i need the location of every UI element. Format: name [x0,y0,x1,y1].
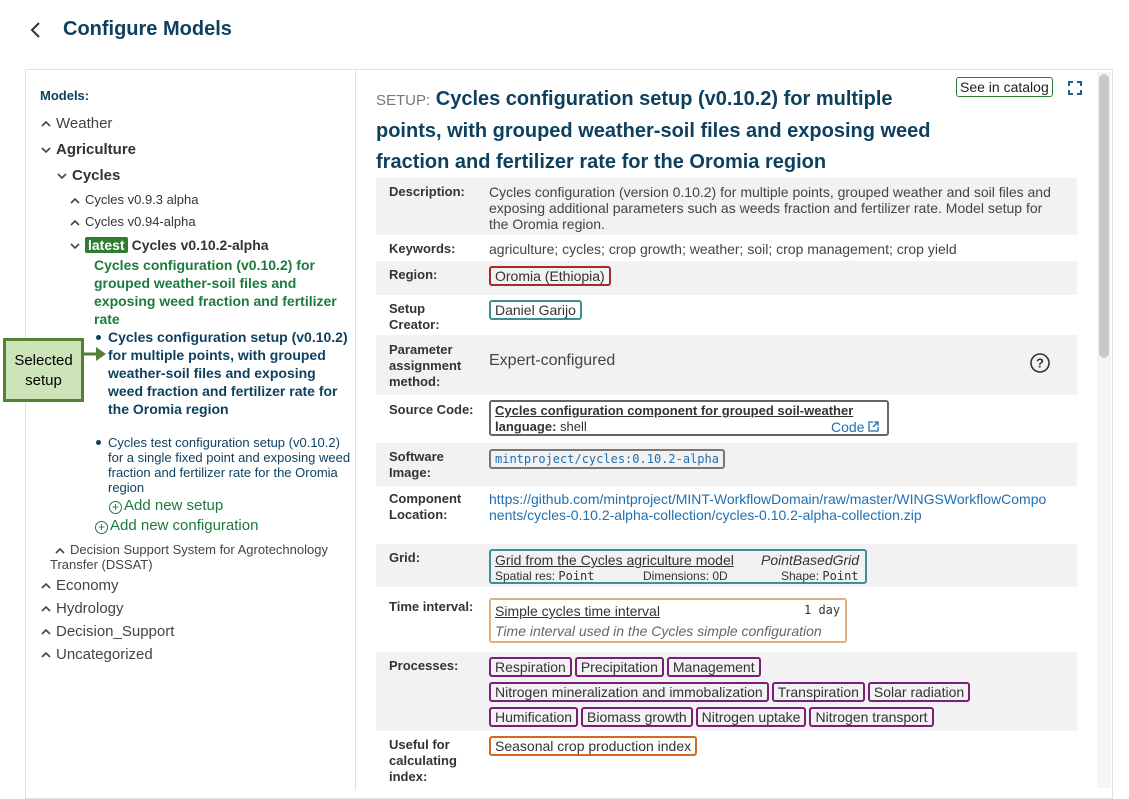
source-code-name[interactable]: Cycles configuration component for grouped soil-weather [495,403,854,418]
latest-badge: latest [85,237,128,253]
time-label: Time interval: [389,599,474,614]
process-tag[interactable]: Precipitation [575,657,664,677]
param-value: Expert-configured [489,352,616,369]
tree-item-label: Cycles v0.10.2-alpha [131,237,269,253]
row-processes [376,652,1077,731]
tree-item-label: Decision_Support [56,623,175,640]
tree-item-label: Weather [56,115,113,132]
keywords-label: Keywords: [389,241,456,256]
grid-res-value: Point [558,569,595,583]
svg-text:?: ? [1036,355,1044,371]
grid-shape-label: Shape: [781,569,820,583]
grid-resolution [495,569,595,583]
index-tag[interactable]: Seasonal crop production index [489,736,697,756]
tree-item-label: Decision Support System for Agrotechnology Transfer (DSSAT) [50,542,328,572]
chevron-up-icon [40,580,52,592]
param-label: Parameter assignment method: [389,342,462,389]
tree-item-label: Economy [56,577,119,594]
external-link-icon [868,421,879,432]
tree-item-label: Cycles v0.94-alpha [85,214,196,229]
region-tag[interactable]: Oromia (Ethiopia) [489,266,611,286]
chevron-up-icon [54,545,66,557]
grid-shape [781,569,859,583]
process-tag[interactable]: Nitrogen uptake [696,707,807,727]
row-software-image [376,443,1077,486]
row-description [376,178,1077,235]
location-label: Component Location: [389,491,462,522]
bullet-icon [96,335,101,340]
software-image-tag[interactable]: mintproject/cycles:0.10.2-alpha [489,449,725,469]
tree-item-cycles-v094[interactable] [69,214,196,229]
fullscreen-icon[interactable] [1068,81,1082,95]
tree-item-economy[interactable] [40,577,119,594]
keywords-value: agriculture; cycles; crop growth; weather; soil; crop management; crop yield [489,241,957,257]
chevron-up-icon [69,217,81,229]
grid-card [489,549,867,584]
process-tag[interactable]: Biomass growth [581,707,693,727]
add-configuration-link[interactable] [95,517,258,534]
creator-label: Setup Creator: [389,301,440,332]
time-interval-name[interactable]: Simple cycles time interval [495,603,660,619]
row-index [376,731,1077,788]
code-link-label: Code [831,419,865,435]
scrollbar-thumb[interactable] [1099,74,1109,358]
source-language-label: language: [495,419,557,434]
chevron-down-icon [69,240,81,252]
row-creator [376,295,1077,335]
grid-res-label: Spatial res: [495,569,556,583]
time-interval-card [489,598,847,643]
component-location-link[interactable]: https://github.com/mintproject/MINT-WorkflowDomain/raw/master/WINGSWorkflowComponents/cycles-0.10.2-alpha-collection/cycles-0.10.2-alpha-collection.zip [489,491,1047,523]
region-label: Region: [389,267,438,282]
setup-title-text: Cycles configuration setup (v0.10.2) for multiple points, with grouped weather-soil files and exposing weed fraction and fertilizer rate for the Oromia region [376,88,931,173]
back-chevron-icon[interactable] [26,18,46,42]
chevron-up-icon [40,649,52,661]
tree-item-decision-support[interactable] [40,623,174,640]
add-setup-label: Add new setup [124,497,224,514]
grid-shape-value: Point [822,569,859,583]
process-tag[interactable]: Respiration [489,657,572,677]
chevron-down-icon [56,170,68,182]
grid-label: Grid: [389,550,421,565]
setup-prefix: SETUP: [376,92,431,109]
tree-item-dssat[interactable] [50,542,350,572]
chevron-up-icon [40,603,52,615]
models-label: Models: [40,88,90,103]
source-language [495,419,587,434]
tree-item-setup-test[interactable]: Cycles test configuration setup (v0.10.2) for a single fixed point and exposing weed fraction and fertilizer rate for the Oromia region [108,435,351,495]
bullet-icon [96,440,101,445]
image-label: Software Image: [389,449,444,480]
time-interval-description: Time interval used in the Cycles simple configuration [495,623,822,639]
tree-item-hydrology[interactable] [40,600,124,617]
plus-circle-icon: + [95,521,108,534]
grid-name[interactable]: Grid from the Cycles agriculture model [495,552,734,568]
row-grid [376,544,1077,587]
add-setup-link[interactable] [109,497,223,514]
arrow-right-icon [84,344,108,364]
code-link[interactable] [831,419,879,435]
tree-item-label: Agriculture [56,141,137,158]
processes-label: Processes: [389,658,459,673]
row-time-interval [376,587,1077,652]
chevron-up-icon [69,195,81,207]
selected-setup-callout: Selected setup [3,338,84,402]
chevron-up-icon [40,626,52,638]
processes-list [489,657,1049,732]
grid-type: PointBasedGrid [761,552,860,568]
tree-item-setup-selected[interactable]: Cycles configuration setup (v0.10.2) for multiple points, with grouped weather-soil files and exposing weed fraction and fertilizer rate for the Oromia region [108,329,348,417]
source-code-card [489,400,889,436]
tree-item-cycles-v0102[interactable] [69,237,269,254]
tree-item-agriculture[interactable] [40,141,136,158]
tree-item-cycles[interactable] [56,167,120,184]
description-value: Cycles configuration (version 0.10.2) for multiple points, grouped weather and soil files and exposing additional parameters such as weeds fraction and fertilizer rate. Model setup for the Oromia region. [489,184,1051,232]
grid-dim-label: Dimensions: [643,569,710,583]
panel-divider [355,70,356,790]
tree-item-cycles-v093[interactable] [69,192,198,207]
process-tag[interactable]: Management [667,657,761,677]
add-configuration-label: Add new configuration [110,517,259,534]
source-language-value: shell [560,419,587,434]
tree-item-label: Hydrology [56,600,124,617]
row-keywords [376,235,1077,261]
process-tag[interactable]: Humification [489,707,578,727]
process-tag[interactable]: Nitrogen mineralization and immobalization [489,682,769,702]
tree-item-label: Cycles [72,167,121,184]
row-region [376,261,1077,295]
help-icon[interactable] [1029,352,1051,374]
row-source-code [376,395,1077,440]
row-component-location [376,486,1077,541]
tree-item-label: Uncategorized [56,646,153,663]
row-parameter-assignment [376,335,1077,395]
tree-item-label: Cycles v0.9.3 alpha [85,192,199,207]
process-tag[interactable]: Transpiration [772,682,865,702]
setup-title [376,84,946,178]
time-interval-value: 1 day [804,603,841,617]
description-label: Description: [389,184,465,199]
process-tag[interactable]: Solar radiation [868,682,970,702]
process-tag[interactable]: Nitrogen transport [809,707,933,727]
tree-item-configuration[interactable]: Cycles configuration (v0.10.2) for grouped weather-soil files and exposing weed fraction and fertilizer rate [94,257,337,327]
chevron-down-icon [40,144,52,156]
plus-circle-icon: + [109,501,122,514]
see-in-catalog-button[interactable]: See in catalog [956,77,1053,97]
source-label: Source Code: [389,402,474,417]
grid-dim-value: 0D [712,569,728,583]
index-label: Useful for calculating index: [389,737,457,784]
tree-item-weather[interactable] [40,115,112,132]
chevron-up-icon [40,118,52,130]
creator-tag[interactable]: Daniel Garijo [489,300,582,320]
grid-dimensions [643,569,728,583]
page-title: Configure Models [63,18,232,40]
tree-item-uncategorized[interactable] [40,646,153,663]
